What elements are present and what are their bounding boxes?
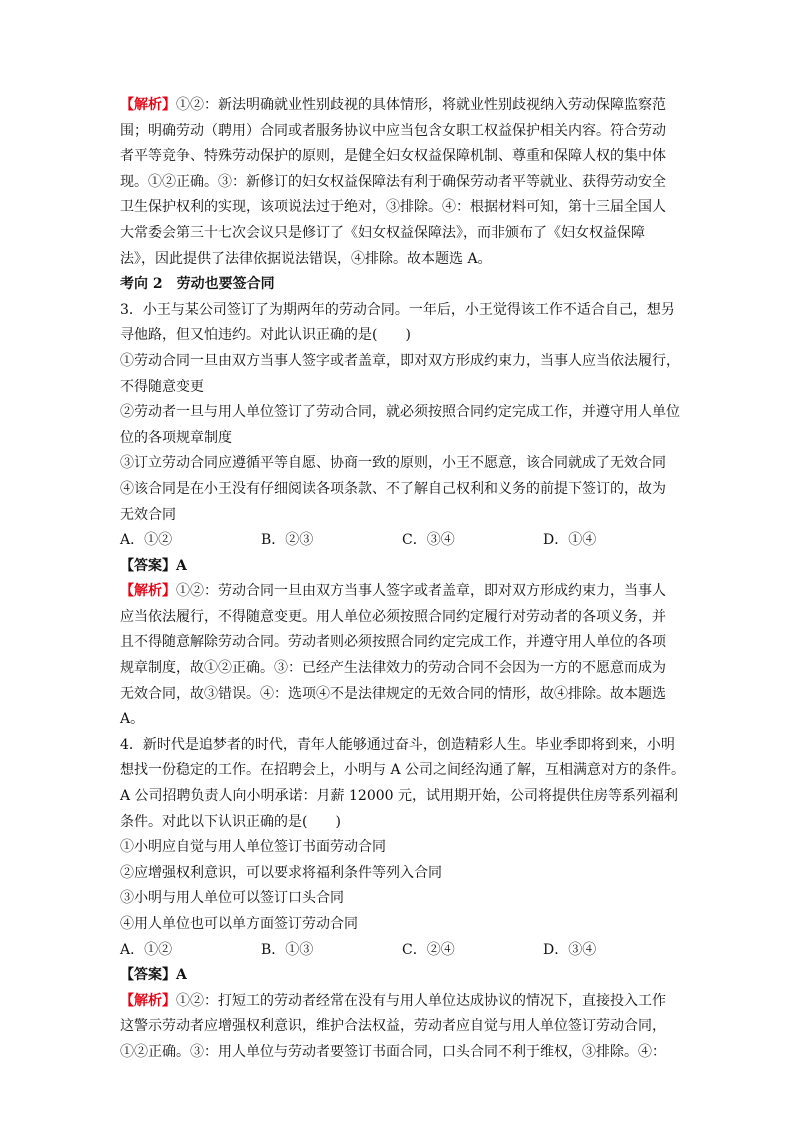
analysis-line: 这警示劳动者应增强权利意识，维护合法权益，劳动者应自觉与用人单位签订劳动合同，: [120, 1018, 666, 1035]
answer-value: A: [176, 557, 187, 574]
question-stem: 4．新时代是追梦者的时代，青年人能够通过奋斗，创造精彩人生。毕业季即将到来，小明: [120, 736, 675, 753]
analysis-line: 卫生保护权利的实现，该项说法过于绝对，③排除。④：根据材料可知，第十三届全国人: [120, 199, 666, 216]
analysis-line: 应当依法履行，不得随意变更。用人单位必须按照合同约定履行对劳动者的各项义务，并: [120, 608, 666, 625]
analysis-line: 且不得随意解除劳动合同。劳动者则必须按照合同约定完成工作，并遵守用人单位的各项: [120, 634, 666, 651]
analysis-line: ①②正确。③：用人单位与劳动者要签订书面合同，口头合同不利于维权，③排除。④：: [120, 1043, 666, 1060]
question-item: ②应增强权利意识，可以要求将福利条件等列入合同: [120, 864, 442, 881]
analysis-line: 法》，因此提供了法律依据说法错误，④排除。故本题选 A。: [120, 250, 492, 267]
section-heading: 考向 2 劳动也要签合同: [120, 276, 275, 293]
question-item: 位的各项规章制度: [120, 429, 232, 446]
answer-line: [120, 554, 685, 580]
answer-tag: 【答案】: [120, 967, 176, 984]
question-item: 无效合同: [120, 506, 176, 523]
option-a: A．①②: [120, 532, 173, 549]
answer-value: A: [176, 967, 187, 984]
answer-line: [120, 963, 685, 989]
analysis-line: ①②：劳动合同一旦由双方当事人签字或者盖章，即对双方形成约束力，当事人: [176, 583, 666, 600]
option-b: B．②③: [261, 532, 314, 549]
option-d: D．③④: [543, 941, 597, 958]
analysis-line: 规章制度，故①②正确。③：已经产生法律效力的劳动合同不会因为一方的不愿意而成为: [120, 660, 666, 677]
option-d: D．①④: [543, 532, 597, 549]
question-item: ④该合同是在小王没有仔细阅读各项条款、不了解自己权利和义务的前提下签订的，故为: [120, 480, 666, 497]
analysis-line: 无效合同，故③错误。④：选项④不是法律规定的无效合同的情形，故④排除。故本题选: [120, 685, 666, 702]
option-b: B．①③: [261, 941, 314, 958]
analysis-line: 现。①②正确。③：新修订的妇女权益保障法有利于确保劳动者平等就业、获得劳动安全: [120, 173, 666, 190]
analysis-line: 者平等竞争、特殊劳动保护的原则，是健全妇女权益保障机制、尊重和保障人权的集中体: [120, 148, 666, 165]
option-c: C．③④: [402, 532, 455, 549]
question-stem: 想找一份稳定的工作。在招聘会上，小明与 A 公司之间经沟通了解，互相满意对方的条件。: [120, 762, 686, 779]
question-item: ②劳动者一旦与用人单位签订了劳动合同，就必须按照合同约定完成工作，并遵守用人单位: [120, 404, 680, 421]
analysis-block-1: [120, 93, 685, 272]
question-item: ①劳动合同一旦由双方当事人签字或者盖章，即对双方形成约束力，当事人应当依法履行，: [120, 352, 680, 369]
question-4: [120, 733, 685, 1066]
question-stem: 寻他路，但又怕违约。对此认识正确的是( ): [120, 327, 411, 344]
analysis-line: ①②：打短工的劳动者经常在没有与用人单位达成协议的情况下，直接投入工作: [176, 992, 666, 1009]
analysis-tag: 【解析】: [120, 583, 176, 600]
question-stem: 条件。对此以下认识正确的是( ): [120, 813, 341, 830]
analysis-tag: 【解析】: [120, 992, 176, 1009]
answer-options: [120, 528, 685, 554]
question-item: ③小明与用人单位可以签订口头合同: [120, 890, 344, 907]
analysis-line: 大常委会第三十七次会议只是修订了《妇女权益保障法》，而非颁布了《妇女权益保障: [120, 224, 645, 241]
question-item: 不得随意变更: [120, 378, 204, 395]
analysis-tag: 【解析】: [120, 97, 176, 113]
question-stem: 3．小王与某公司签订了为期两年的劳动合同。一年后，小王觉得该工作不适合自己，想另: [120, 301, 675, 318]
question-item: ③订立劳动合同应遵循平等自愿、协商一致的原则，小王不愿意，该合同就成了无效合同: [120, 455, 666, 472]
analysis-line: A。: [120, 711, 145, 728]
question-item: ④用人单位也可以单方面签订劳动合同: [120, 916, 358, 932]
option-a: A．①②: [120, 941, 173, 958]
answer-tag: 【答案】: [120, 557, 176, 574]
question-3: [120, 298, 685, 733]
question-item: ①小明应自觉与用人单位签订书面劳动合同: [120, 839, 386, 856]
question-stem: A 公司招聘负责人向小明承诺：月薪 12000 元，试用期开始，公司将提供住房等系列福利: [120, 788, 678, 805]
analysis-line: ①②：新法明确就业性别歧视的具体情形，将就业性别歧视纳入劳动保障监察范: [176, 97, 666, 113]
document-page: [120, 93, 685, 1066]
answer-options: [120, 938, 685, 964]
option-c: C．②④: [402, 941, 455, 958]
analysis-line: 围；明确劳动（聘用）合同或者服务协议中应当包含女职工权益保护相关内容。符合劳动: [120, 122, 666, 139]
